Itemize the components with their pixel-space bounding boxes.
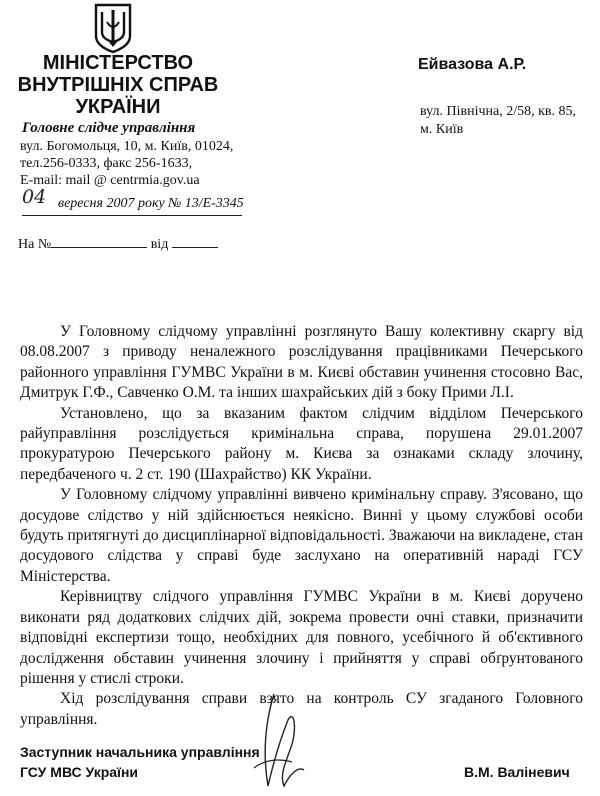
body-paragraph: Установлено, що за вказаним фактом слідчим відділом Печерського райуправління розслідується кримінальна справа, порушена 29.01.2007 прокуратурою Печерського району м. Києва за ознаками складу злочину, передбаченого ч. 2 ст. 190 (Шахрайство) КК України. [20, 404, 583, 483]
sender-phone-line: тел.256-0333, факс 256-1633, [20, 156, 193, 171]
trident-emblem-icon [93, 2, 133, 54]
handwritten-signature-icon [244, 690, 310, 796]
body-paragraph: У Головному слідчому управлінні розглянуто Вашу колективну скаргу від 08.08.2007 з приводу неналежного розслідування працівниками Печерського районного управління ГУМВС України в м. Києві обставин учинення стосовно Вас, Дмитрук Г.Ф., Савченко О.М. та інших шахрайських дій з боку Прими Л.І. [20, 323, 583, 402]
outgoing-number: № 13/Е-3345 [168, 196, 244, 211]
letter-body [20, 322, 583, 730]
reference-date-blank [172, 234, 218, 248]
recipient-name: Ейвазова А.Р. [418, 56, 527, 73]
reference-date-label: від [150, 237, 169, 252]
body-paragraph: Керівництву слідчого управління ГУМВС України в м. Києві доручено виконати ряд додаткових слідчих дій, зокрема провести очні ставки, призначити відповідні експертизи тощо, необхідних для повного, усебічного й об'єктивного дослідження обставин учинення злочину і прийняття у справі обґрунтованого рішення у стислі строки. [20, 588, 583, 687]
ministry-name-line: МІНІСТЕРСТВО [42, 52, 194, 74]
date-text: вересня 2007 року [58, 196, 165, 211]
recipient-address-line: вул. Північна, 2/58, кв. 85, [420, 104, 577, 119]
recipient-city-line: м. Київ [420, 122, 464, 137]
body-paragraph: Хід розслідування справи взято на контроль СУ згаданого Головного управління. [20, 690, 583, 728]
reference-line [18, 234, 218, 253]
body-paragraph: У Головному слідчому управлінні вивчено кримінальну справу. З'ясовано, що досудове слідство у ній здійснюється неякісно. Винні у цьому службові особи будуть притягнуті до дисциплінарної відповідальності. Зважаючи на викладене, стан досудового слідства у справі буде заслухано на оперативній нараді ГСУ Міністерства. [20, 486, 583, 585]
reference-number-blank [51, 234, 147, 248]
sender-email-line: E-mail: mail @ centrmia.gov.ua [20, 173, 200, 188]
ministry-name-line: ВНУТРІШНІХ СПРАВ [17, 74, 219, 96]
signatory-title-line: Заступник начальника управління [20, 744, 260, 760]
department-name: Головне слідче управління [22, 120, 196, 136]
signatory-name: В.М. Валіневич [464, 764, 570, 780]
date-day-handwritten: 04 [22, 186, 47, 208]
date-underline [22, 215, 242, 216]
sender-address-line: вул. Богомольця, 10, м. Київ, 01024, [20, 139, 234, 154]
signatory-title-line: ГСУ МВС України [20, 764, 139, 780]
reference-number-label: На № [18, 237, 52, 252]
ministry-name-line: УКРАЇНИ [75, 96, 161, 118]
